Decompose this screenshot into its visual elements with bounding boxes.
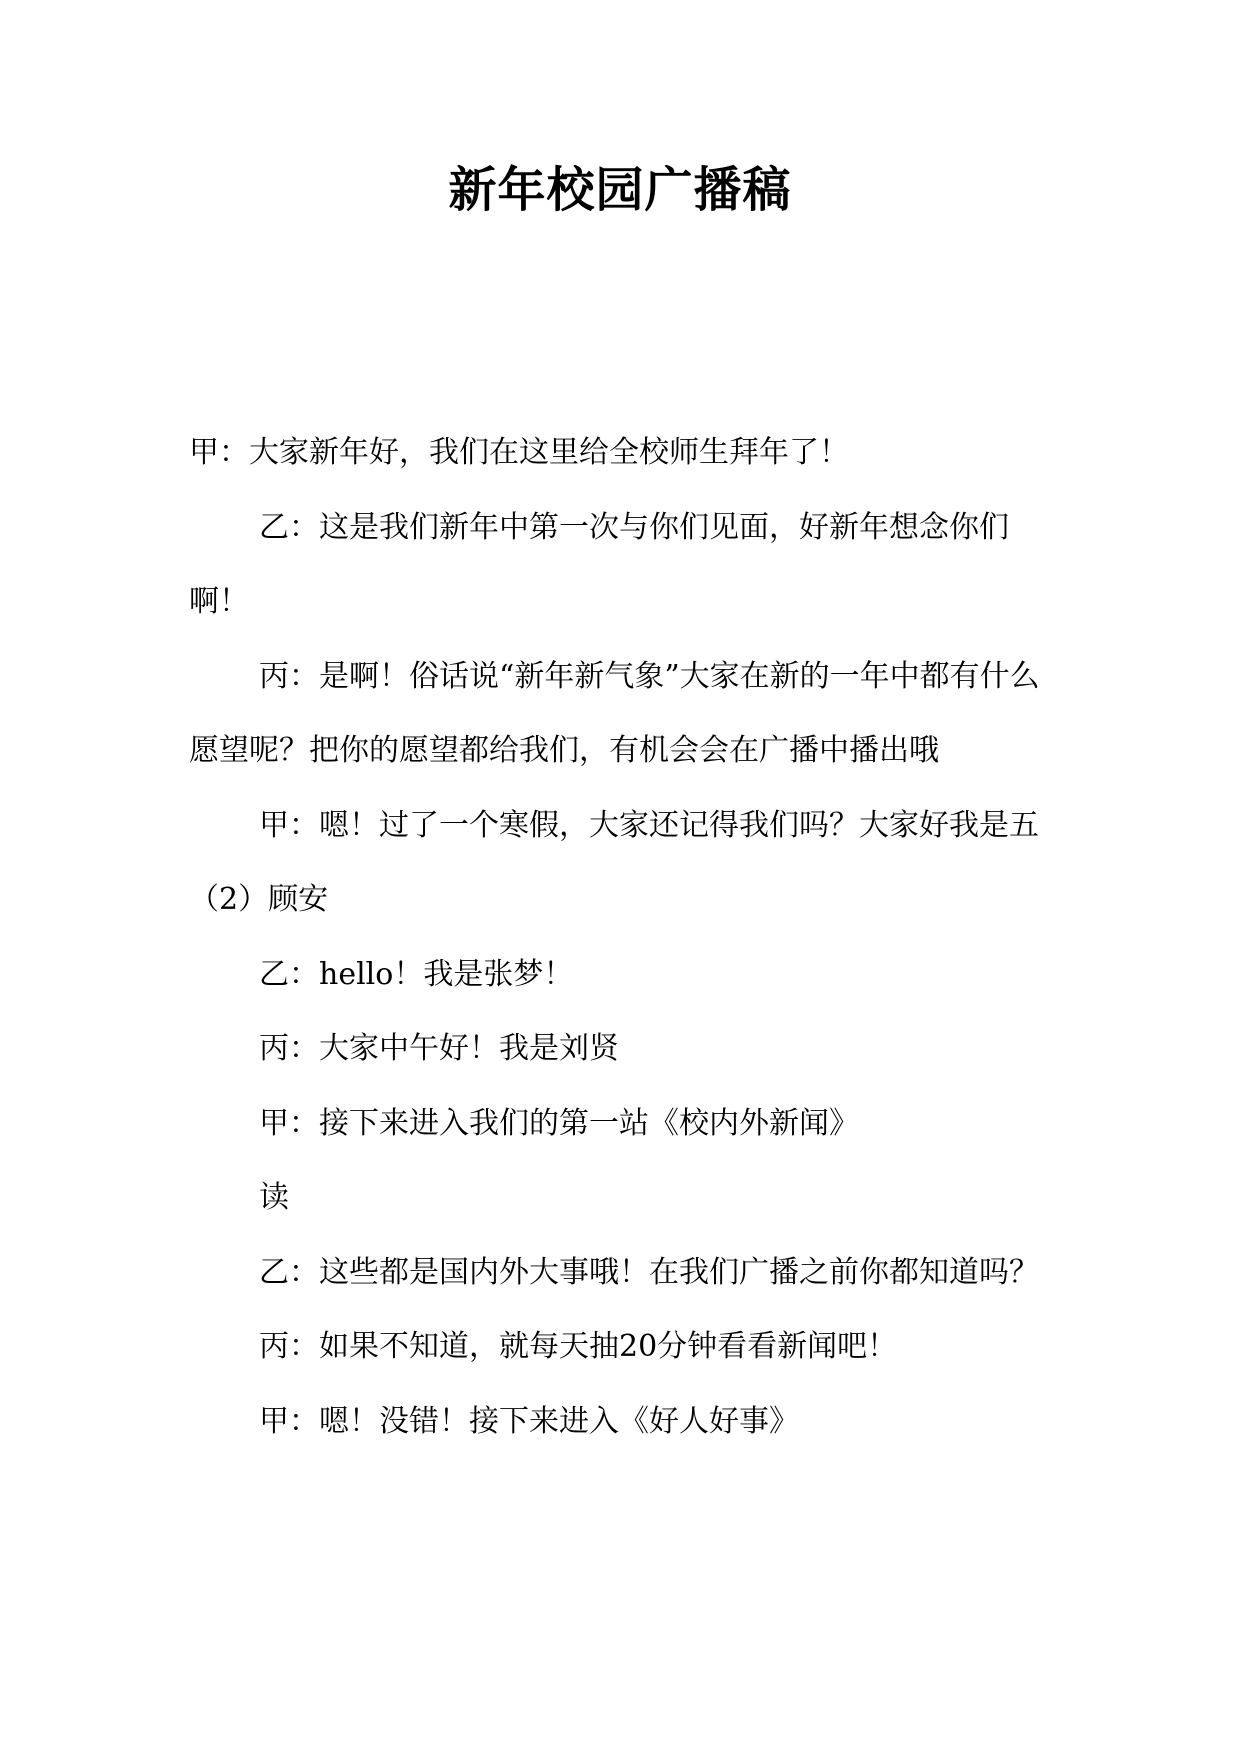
paragraph: 甲：嗯！过了一个寒假，大家还记得我们吗？大家好我是五（2）顾安 xyxy=(189,807,1039,917)
paragraph: 丙：是啊！俗话说“新年新气象”大家在新的一年中都有什么愿望呢？把你的愿望都给我们，有机会会在广播中播出哦 xyxy=(189,658,1040,768)
paragraph: 乙：hello！我是张梦！ xyxy=(259,956,574,992)
paragraph: 甲：接下来进入我们的第一站《校内外新闻》 xyxy=(259,1105,859,1141)
paragraph: 甲：大家新年好，我们在这里给全校师生拜年了！ xyxy=(189,435,849,470)
paragraph: 丙：如果不知道，就每天抽20分钟看看新闻吧！ xyxy=(259,1329,898,1364)
paragraph: 读 xyxy=(259,1180,289,1215)
document-body xyxy=(189,416,1051,1459)
paragraph: 乙：这些都是国内外大事哦！在我们广播之前你都知道吗？ xyxy=(259,1254,1039,1290)
document-title: 新年校园广播稿 xyxy=(448,162,792,218)
paragraph: 乙：这是我们新年中第一次与你们见面，好新年想念你们啊！ xyxy=(189,509,1009,619)
paragraph: 甲：嗯！没错！接下来进入《好人好事》 xyxy=(259,1403,799,1439)
paragraph: 丙：大家中午好！我是刘贤 xyxy=(259,1031,619,1066)
